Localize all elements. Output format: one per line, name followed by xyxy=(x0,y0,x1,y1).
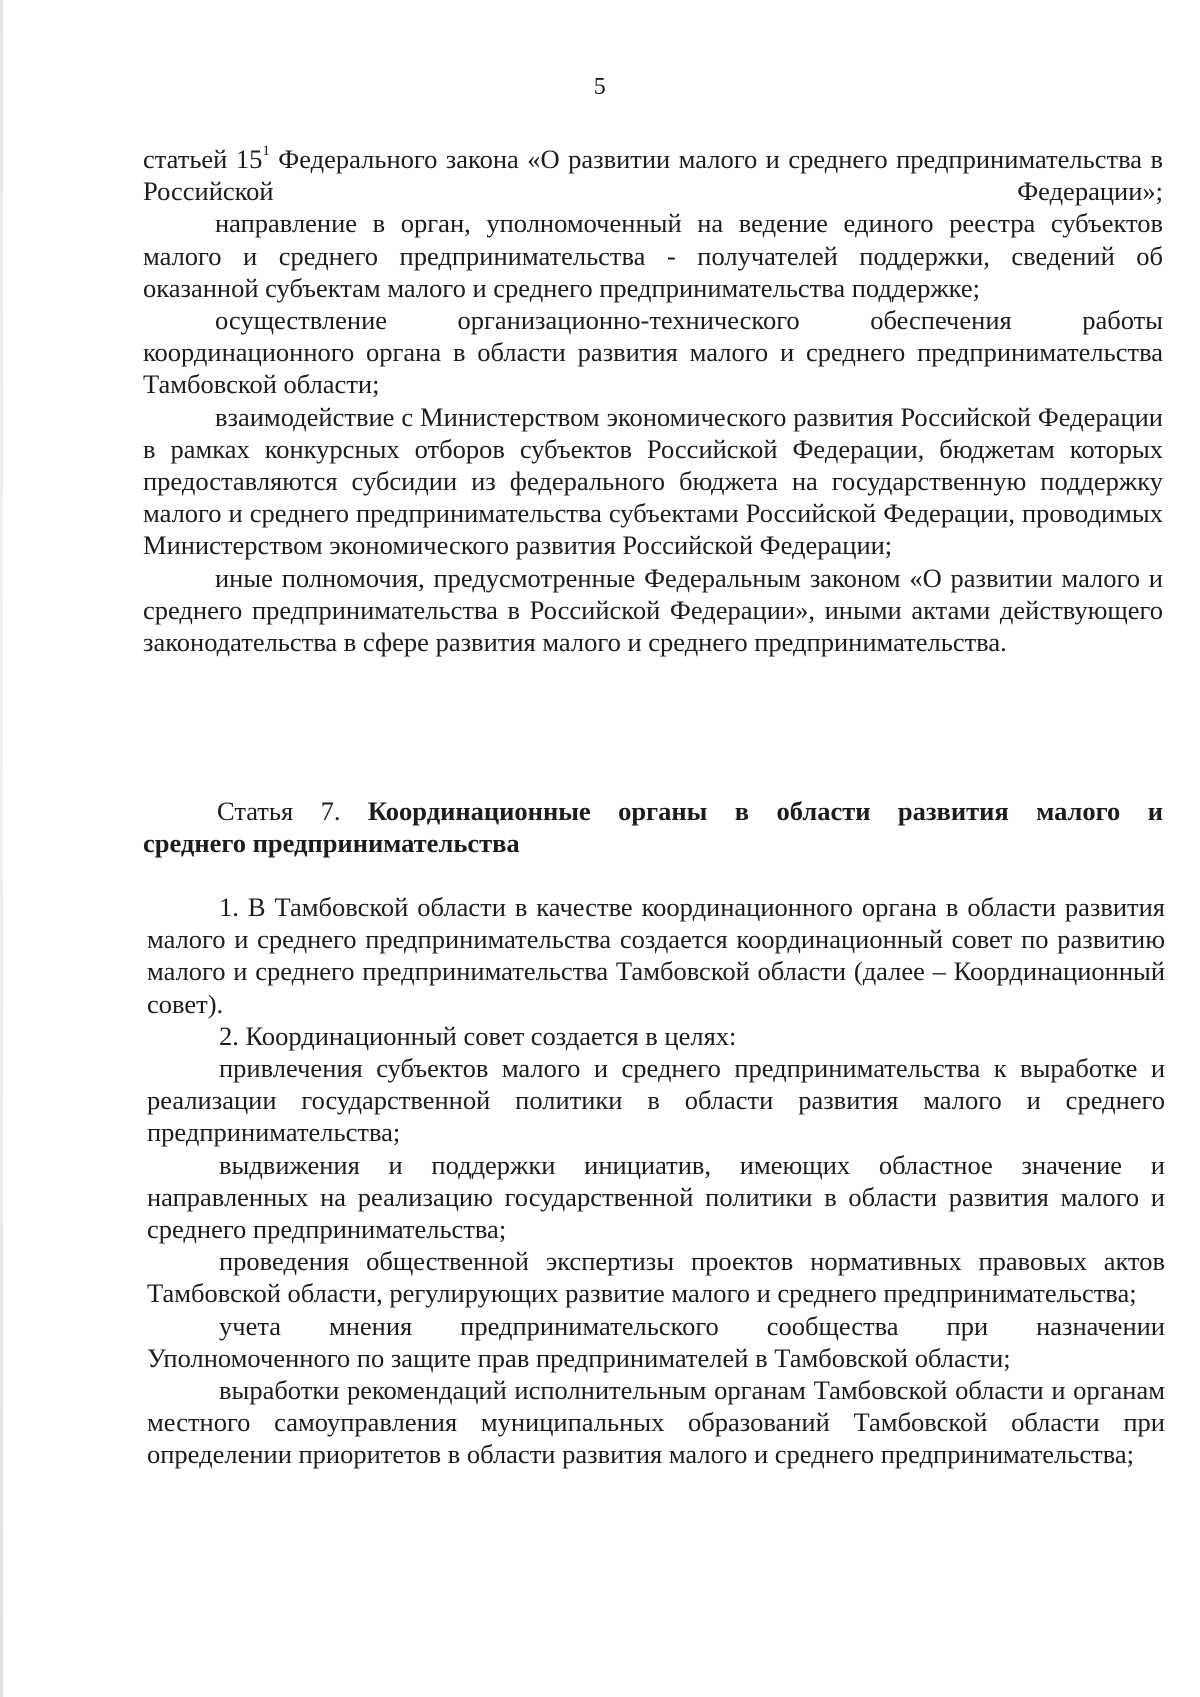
paragraph-goal-initiatives: выдвижения и поддержки инициатив, имеющих областное значение и направленных на реализацию государственной политики в области развития малого и среднего предпринимательства; xyxy=(147,1149,1165,1245)
law-reference-text-continued: Федерального закона «О развитии малого и среднего предпринимательства в Российской Федерации»; xyxy=(143,144,1163,207)
article-heading xyxy=(143,795,1163,859)
article-title-part2: среднего предпринимательства xyxy=(143,828,520,859)
paragraph-law-reference xyxy=(143,143,1163,207)
paragraph-goal-ombudsman: учета мнения предпринимательского сообщества при назначении Уполномоченного по защите прав предпринимателей в Тамбовской области; xyxy=(147,1310,1165,1373)
scan-edge-shadow xyxy=(0,0,3,1697)
paragraph-goal-recommendations: выработки рекомендаций исполнительным органам Тамбовской области и органам местного самоуправления муниципальных образований Тамбовской области при определении приоритетов в области развития малого и среднего предпринимательства; xyxy=(147,1375,1165,1470)
article-heading-line1 xyxy=(143,795,1163,827)
paragraph-goal-expertise: проведения общественной экспертизы проектов нормативных правовых актов Тамбовской области, регулирующих развитие малого и среднего предпринимательства; xyxy=(147,1246,1165,1309)
paragraph-item-1: 1. В Тамбовской области в качестве координационного органа в области развития малого и среднего предпринимательства создается координационный совет по развитию малого и среднего предпринимательства Тамбовской области (далее – Координационный совет). xyxy=(147,892,1165,1019)
superscript-number: 1 xyxy=(262,143,270,159)
paragraph-ministry-interaction: взаимодействие с Министерством экономического развития Российской Федерации в рамках конкурсных отборов субъектов Российской Федерации, бюджетам которых предоставляются субсидии из федерального бюджета на государственную поддержку малого и среднего предпринимательства субъектами Российской Федерации, проводимых Министерством экономического развития Российской Федерации; xyxy=(143,401,1163,561)
paragraph-other-powers: иные полномочия, предусмотренные Федеральным законом «О развитии малого и среднего предпринимательства в Российской Федерации», иными актами действующего законодательства в сфере развития малого и среднего предпринимательства. xyxy=(143,562,1163,658)
page-number: 5 xyxy=(593,74,607,100)
article-number: Статья 7. xyxy=(217,796,341,826)
article-title-part1: Координационные органы в области развития малого и xyxy=(367,796,1163,826)
paragraph-item-2: 2. Координационный совет создается в целях: xyxy=(219,1020,737,1051)
upper-text-block xyxy=(143,143,1163,658)
law-reference-text: статьей 15 xyxy=(143,144,263,174)
paragraph-goal-attraction: привлечения субъектов малого и среднего предпринимательства к выработке и реализации государственной политики в области развития малого и среднего предпринимательства; xyxy=(147,1053,1165,1148)
paragraph-technical-support: осуществление организационно-технического обеспечения работы координационного органа в области развития малого и среднего предпринимательства Тамбовской области; xyxy=(143,305,1163,400)
lower-text-block xyxy=(147,891,1165,1471)
paragraph-registry: направление в орган, уполномоченный на ведение единого реестра субъектов малого и среднего предпринимательства - получателей поддержки, сведений об оказанной субъектам малого и среднего предпринимательства поддержке; xyxy=(143,208,1163,303)
